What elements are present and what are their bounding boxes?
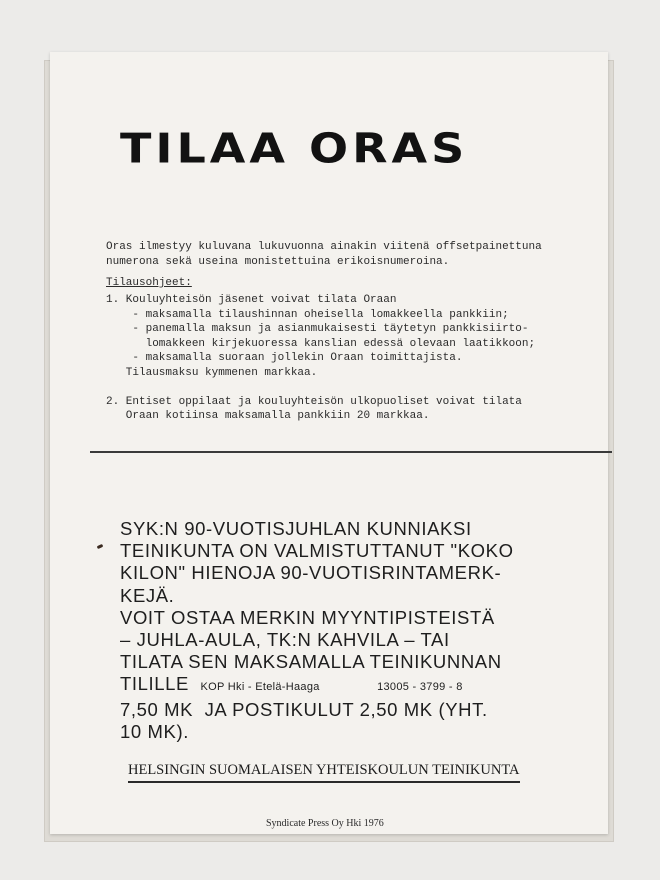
notice-line: TEINIKUNTA ON VALMISTUTTANUT "KOKO [120,540,514,562]
notice-line: 7,50 MK JA POSTIKULUT 2,50 MK (YHT. [120,698,488,720]
notice-line: TILATA SEN MAKSAMALLA TEINIKUNNAN [120,651,502,673]
intro-text: Oras ilmestyy kuluvana lukuvuonna ainakin viitenä offsetpainettuna numerona sekä useina monistettuina erikoisnumeroina. [106,241,542,268]
notice-line: KILON" HIENOJA 90-VUOTISRINTAMERK- [120,562,502,584]
printer-imprint: Syndicate Press Oy Hki 1976 [266,818,384,829]
instructions-heading: Tilausohjeet: [106,277,192,289]
account-number: 13005 - 3799 - 8 [377,681,463,694]
notice-line: – JUHLA-AULA, TK:N KAHVILA – TAI [120,629,450,651]
signature-line: HELSINGIN SUOMALAISEN YHTEISKOULUN TEINIKUNTA [128,762,520,783]
section-divider [90,451,612,453]
account-line: TILILLE KOP Hki - Etelä-Haaga 13005 - 3799 - 8 [120,673,463,695]
notice-line: KEJÄ. [120,584,175,606]
instructions-list: 1. Kouluyhteisön jäsenet voivat tilata Oraan - maksamalla tilaushinnan oheisella lomakkeella pankkiin; - panemalla maksun ja asianmukaisesti täytetyn pankkisiirto- lomakkeen kirjekuoressa kanslian edessä olevaan laatikkoon; - maksamalla suoraan jollekin Oraan toimittajista. Tilausmaksu kymmenen markkaa. 2. Entiset oppilaat ja kouluyhteisön ulkopuoliset voivat tilata Oraan kotiinsa maksamalla pankkiin 20 markkaa. [106,294,536,422]
badge-notice [120,518,514,743]
document-title: TILAA ORAS [120,124,469,173]
notice-line: 10 MK). [120,720,189,742]
notice-line: VOIT OSTAA MERKIN MYYNTIPISTEISTÄ [120,606,495,628]
bank-name: KOP Hki - Etelä-Haaga [200,681,320,694]
notice-line: SYK:N 90-VUOTISJUHLAN KUNNIAKSI [120,518,472,539]
